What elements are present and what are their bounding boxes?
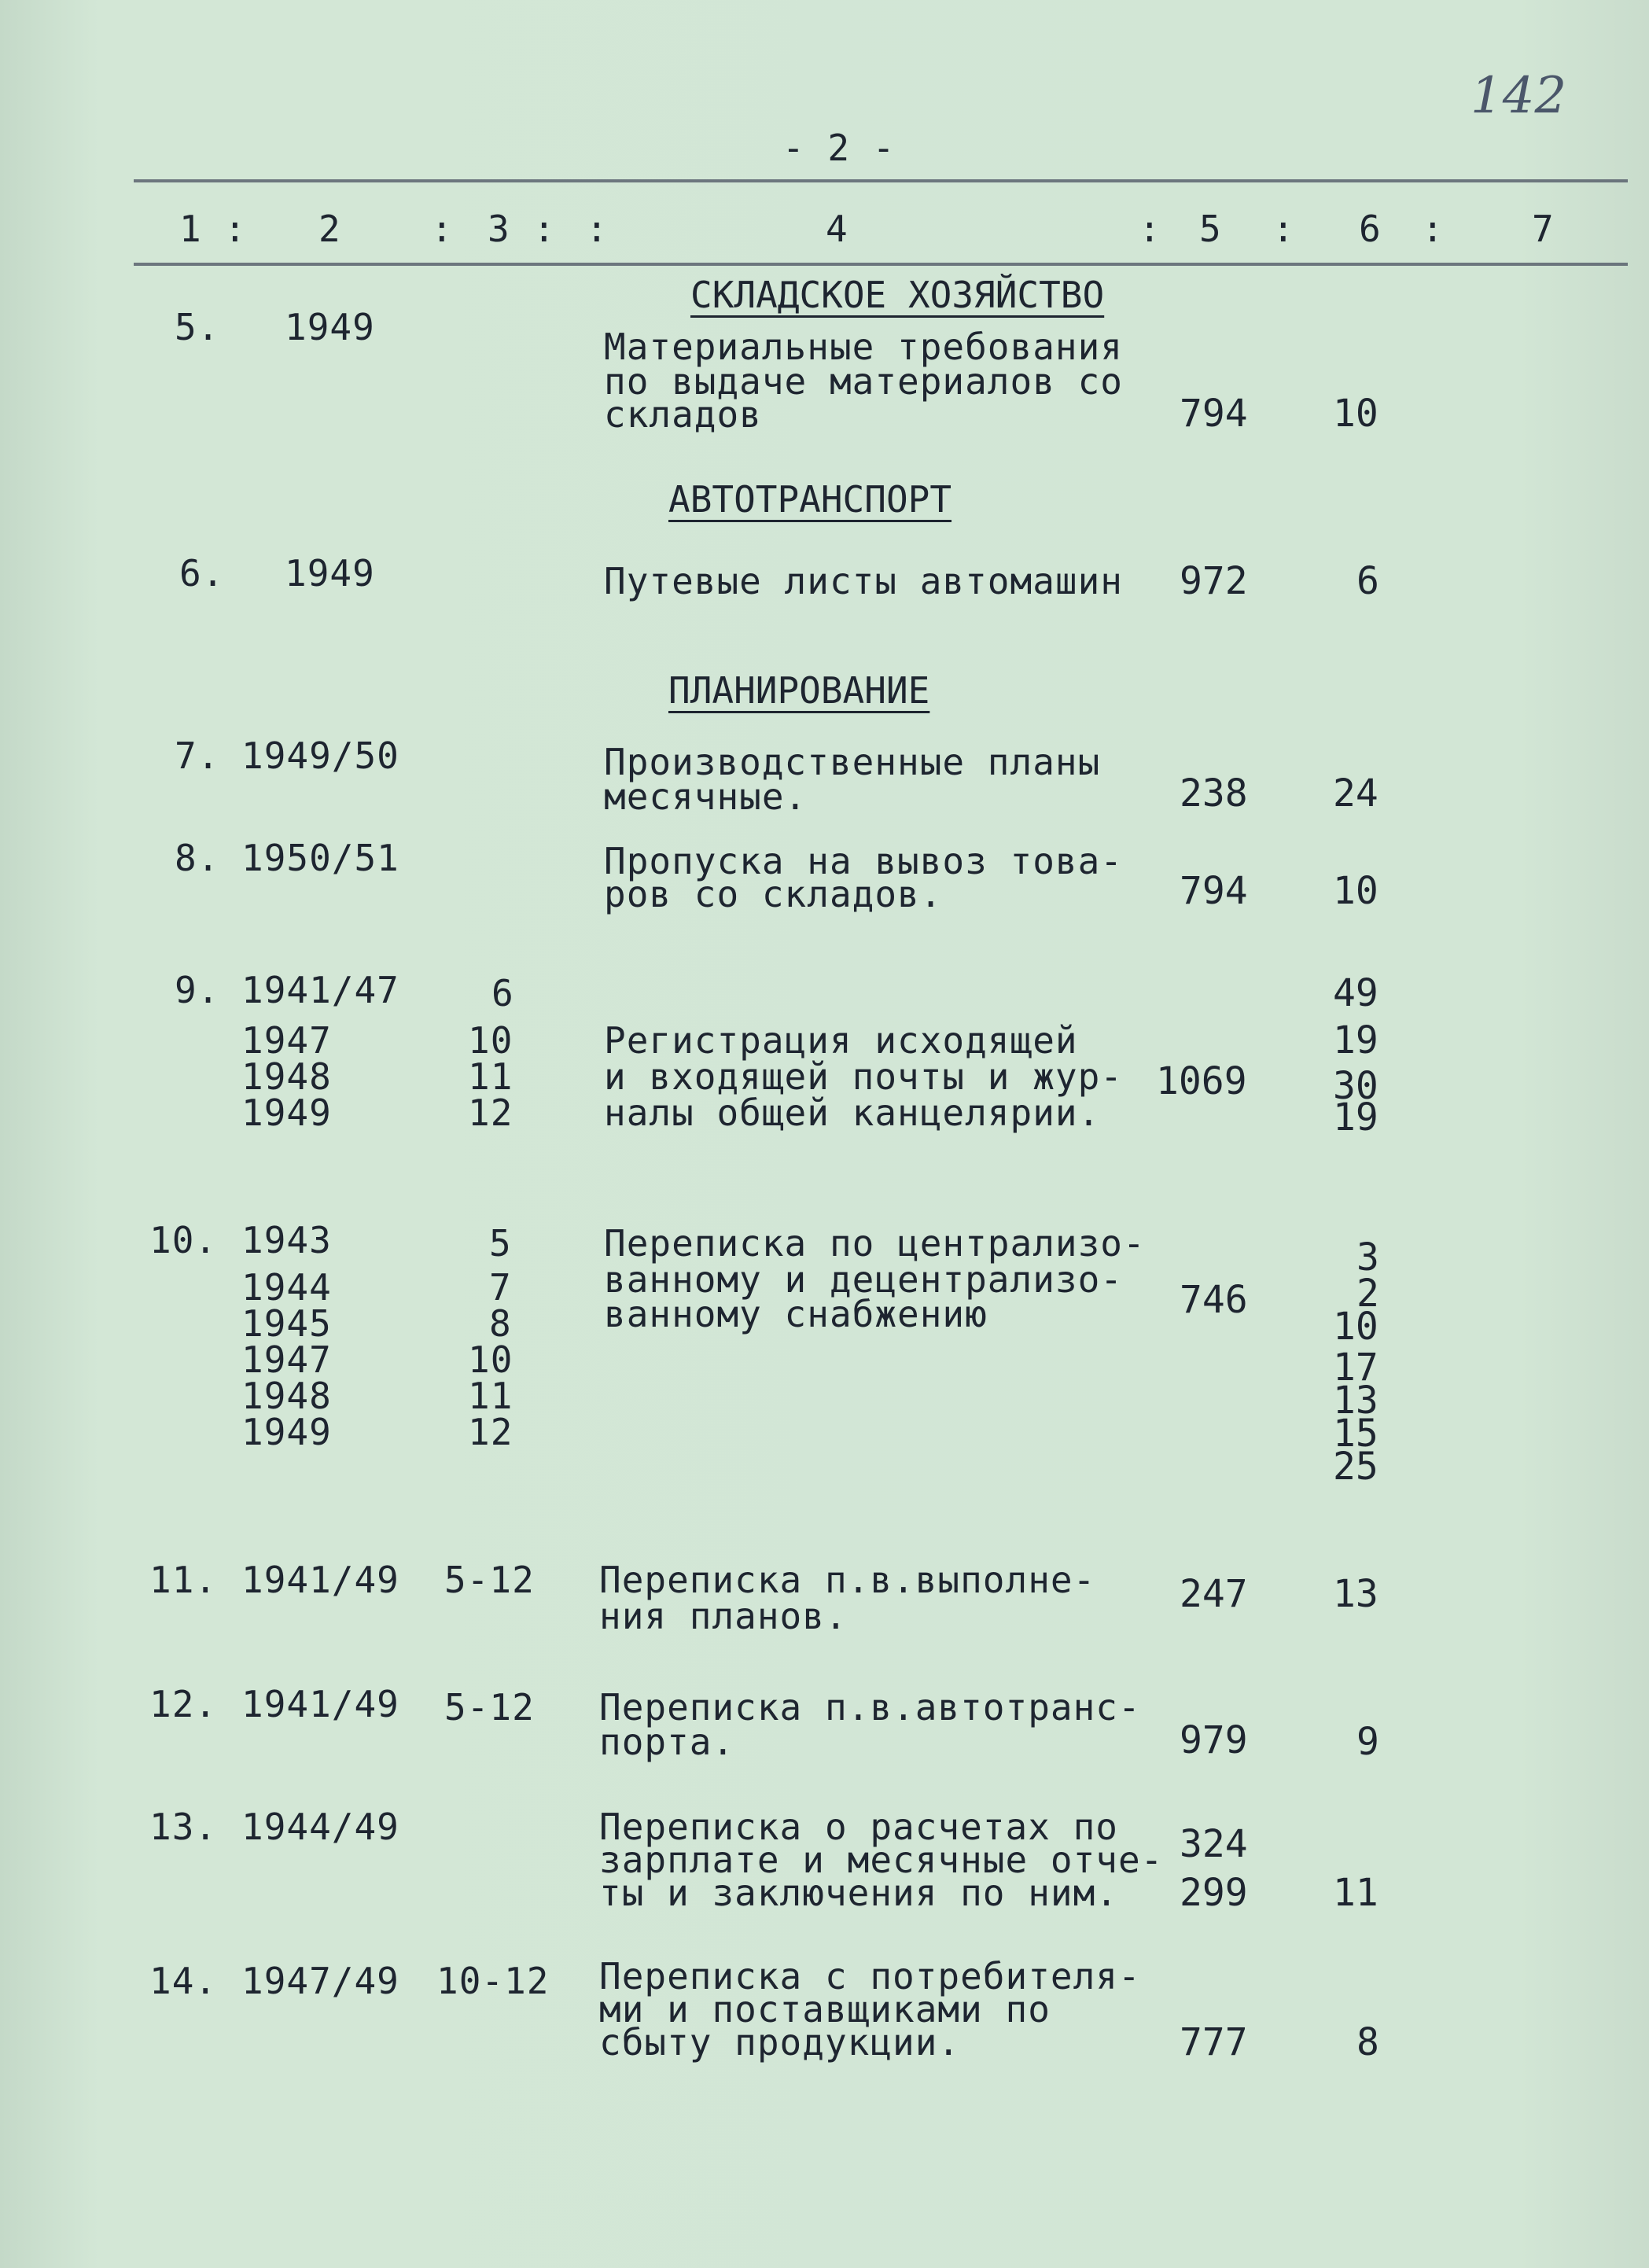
row-months: 12 bbox=[468, 1411, 513, 1453]
row-description-line: Переписка с потребителя- bbox=[599, 1955, 1141, 1997]
page-number: - 2 - bbox=[782, 127, 896, 169]
row-file-count: 8 bbox=[1356, 2020, 1379, 2064]
row-months: 12 bbox=[468, 1092, 513, 1134]
row-sheet-count: 972 bbox=[1180, 559, 1248, 603]
row-description-line: Переписка п.в.выполне- bbox=[599, 1559, 1096, 1601]
row-number: 9. bbox=[175, 969, 220, 1011]
section-heading-warehouse: СКЛАДСКОЕ ХОЗЯЙСТВО bbox=[690, 274, 1105, 316]
col-header-7: 7 bbox=[1532, 208, 1555, 250]
row-file-count: 13 bbox=[1333, 1572, 1378, 1616]
row-sheet-count: 238 bbox=[1180, 771, 1248, 816]
row-description-line: ния планов. bbox=[599, 1595, 848, 1637]
row-year: 1949 bbox=[285, 306, 375, 348]
col-header-3: 3 bbox=[488, 208, 510, 250]
row-number: 12. bbox=[149, 1683, 218, 1725]
row-sheet-count: 777 bbox=[1180, 2020, 1248, 2064]
row-number: 8. bbox=[175, 837, 220, 879]
row-year: 1941/47 bbox=[241, 969, 399, 1011]
col-header-4: 4 bbox=[826, 208, 848, 250]
header-rule-bottom bbox=[134, 263, 1628, 266]
row-description-line: Переписка п.в.автотранс- bbox=[599, 1686, 1141, 1729]
row-number: 10. bbox=[149, 1219, 218, 1261]
row-sheet-count: 794 bbox=[1180, 392, 1248, 436]
row-year: 1950/51 bbox=[241, 837, 399, 879]
row-months: 6 bbox=[491, 972, 514, 1014]
row-number: 14. bbox=[149, 1960, 218, 2002]
row-file-count: 30 bbox=[1333, 1064, 1378, 1108]
row-months: 5-12 bbox=[444, 1559, 535, 1601]
row-sheet-count: 324 bbox=[1180, 1822, 1248, 1866]
col-header-2: 2 bbox=[318, 208, 341, 250]
row-year: 1947 bbox=[241, 1019, 332, 1062]
row-description-line: сбыту продукции. bbox=[599, 2021, 961, 2064]
header-rule-top bbox=[134, 179, 1628, 182]
row-file-count: 9 bbox=[1356, 1720, 1379, 1764]
row-year: 1949 bbox=[285, 552, 375, 595]
row-number: 13. bbox=[149, 1806, 218, 1848]
row-description-line: складов bbox=[604, 393, 762, 436]
row-sheet-count: 794 bbox=[1180, 869, 1248, 913]
row-number: 7. bbox=[175, 735, 220, 777]
row-months: 5 bbox=[489, 1222, 512, 1265]
row-file-count: 19 bbox=[1333, 1018, 1378, 1062]
row-sheet-count: 1069 bbox=[1156, 1059, 1247, 1103]
row-year: 1947 bbox=[241, 1338, 332, 1381]
row-description-line: Переписка о расчетах по bbox=[599, 1806, 1118, 1848]
row-description-line: Регистрация исходящей bbox=[604, 1019, 1078, 1062]
row-file-count: 6 bbox=[1356, 559, 1379, 603]
row-sheet-count-secondary: 299 bbox=[1180, 1871, 1248, 1915]
row-year: 1949/50 bbox=[241, 735, 399, 777]
row-sheet-count: 746 bbox=[1180, 1278, 1248, 1322]
row-year: 1941/49 bbox=[241, 1559, 399, 1601]
row-file-count: 17 bbox=[1333, 1346, 1378, 1390]
row-year: 1944 bbox=[241, 1266, 332, 1309]
col-header-5: 5 bbox=[1199, 208, 1222, 250]
row-description-line: месячные. bbox=[604, 775, 808, 818]
row-sheet-count: 247 bbox=[1180, 1572, 1248, 1616]
row-file-count: 13 bbox=[1333, 1379, 1378, 1423]
row-description-line: порта. bbox=[599, 1721, 735, 1763]
row-file-count: 3 bbox=[1356, 1235, 1379, 1279]
row-description-line: Пропуска на вывоз това- bbox=[604, 840, 1123, 882]
row-file-count: 15 bbox=[1333, 1412, 1378, 1456]
row-file-count: 25 bbox=[1333, 1445, 1378, 1489]
row-year: 1948 bbox=[241, 1055, 332, 1098]
row-description-line: ты и заключения по ним. bbox=[599, 1872, 1118, 1914]
row-description-line: зарплате и месячные отче- bbox=[599, 1839, 1164, 1881]
row-year: 1943 bbox=[241, 1219, 332, 1261]
row-months: 5-12 bbox=[444, 1686, 535, 1729]
row-year: 1944/49 bbox=[241, 1806, 399, 1848]
col-header-6: 6 bbox=[1359, 208, 1382, 250]
archive-sheet-number: 142 bbox=[1470, 67, 1567, 125]
row-description-line: ров со складов. bbox=[604, 873, 943, 915]
row-months: 11 bbox=[468, 1055, 513, 1098]
row-year: 1949 bbox=[241, 1092, 332, 1134]
row-file-count: 10 bbox=[1333, 392, 1378, 436]
row-number: 5. bbox=[175, 306, 220, 348]
row-months: 10 bbox=[468, 1019, 513, 1062]
row-file-count: 49 bbox=[1333, 971, 1378, 1015]
row-year: 1945 bbox=[241, 1302, 332, 1345]
row-description-line: ванному снабжению bbox=[604, 1293, 988, 1335]
row-file-count: 11 bbox=[1333, 1871, 1378, 1915]
row-description-line: по выдаче материалов со bbox=[604, 360, 1123, 403]
row-number: 6. bbox=[179, 552, 225, 595]
col-header-1: 1 bbox=[179, 208, 202, 250]
row-months: 11 bbox=[468, 1375, 513, 1417]
row-file-count: 10 bbox=[1333, 1305, 1378, 1349]
row-sheet-count: 979 bbox=[1180, 1718, 1248, 1762]
row-description-line: и входящей почты и жур- bbox=[604, 1055, 1123, 1098]
row-file-count: 10 bbox=[1333, 869, 1378, 913]
row-description-line: ванному и децентрализо- bbox=[604, 1258, 1123, 1301]
row-year: 1949 bbox=[241, 1411, 332, 1453]
row-number: 11. bbox=[149, 1559, 218, 1601]
row-year: 1947/49 bbox=[241, 1960, 399, 2002]
row-description-line: Путевые листы автомашин bbox=[604, 560, 1123, 602]
row-description-line: Материальные требования bbox=[604, 326, 1123, 368]
row-months: 8 bbox=[489, 1302, 512, 1345]
archive-page: 142 - 2 - 1 2 3 4 5 6 7 : : : : : : : СКЛАДСКОЕ ХОЗЯЙСТВО АВТОТРАНСПОРТ ПЛАНИРОВАНИЕ 5. 1949 Материальные требования по выдаче материалов со складов 794 10 6. 1949 Путевые листы автомашин 972 6 7. 1949/50 Производственные планы месячные. 238 24 8. 1950/51 Пропуска на вывоз това- ров со складов. 794 10 9. 1941/47 1947 1948 1949 6 10 11 12 Регистрация исходящей и входящей почты и жур- налы общей канцелярии. 1069 49 19 30 19 10. 1943 1944 1945 1947 1948 1949 5 7 8 10 11 12 Переписка по централизо- ванному и децентрализо- ванному снабжению 746 3 2 10 17 13 15 25 11. 1941/49 5-12 Переписка п.в.выполне- ния планов. 247 13 12. 1941/49 5-12 Переписка п.в.автотранс- порта. 979 9 13. 1944/49 Переписка о расчетах по зарплате и месячные отче- ты и заключения по ним. 324 299 11 14. 1947/49 10-12 Переписка с потребителя- ми и поставщиками по сбыту продукции. 777 8 bbox=[0, 0, 1649, 2268]
row-months: 10 bbox=[468, 1338, 513, 1381]
row-months: 10-12 bbox=[436, 1960, 550, 2002]
section-heading-transport: АВТОТРАНСПОРТ bbox=[668, 478, 952, 521]
row-description-line: Производственные планы bbox=[604, 741, 1101, 783]
row-year: 1948 bbox=[241, 1375, 332, 1417]
section-heading-planning: ПЛАНИРОВАНИЕ bbox=[668, 669, 930, 712]
row-file-count: 2 bbox=[1356, 1272, 1379, 1316]
row-description-line: ми и поставщиками по bbox=[599, 1988, 1051, 2031]
row-description-line: налы общей канцелярии. bbox=[604, 1092, 1101, 1134]
row-file-count: 19 bbox=[1333, 1095, 1378, 1140]
row-months: 7 bbox=[489, 1266, 512, 1309]
row-year: 1941/49 bbox=[241, 1683, 399, 1725]
row-file-count: 24 bbox=[1333, 771, 1378, 816]
row-description-line: Переписка по централизо- bbox=[604, 1222, 1146, 1265]
